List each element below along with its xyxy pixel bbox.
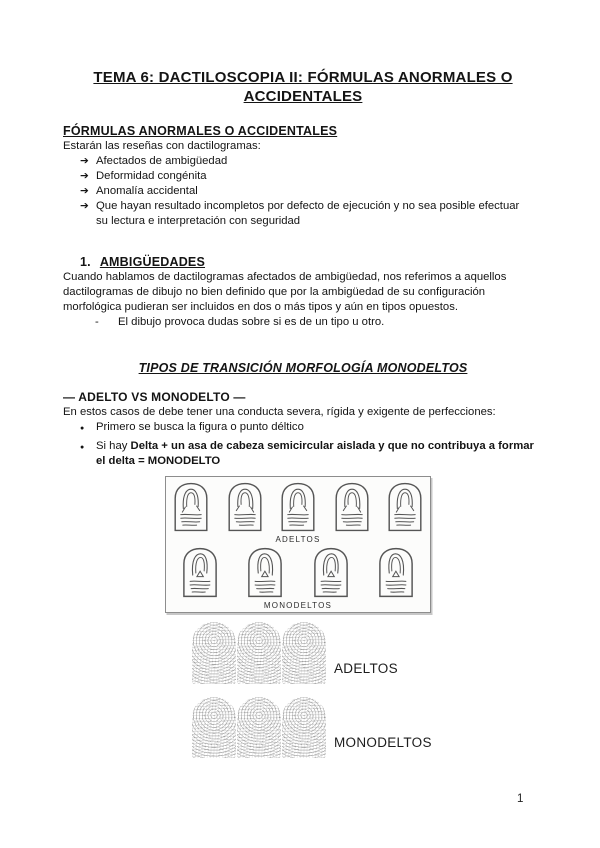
fingerprint-image xyxy=(237,697,281,758)
arrow-bullet-icon: ➔ xyxy=(80,200,89,212)
monodelto-fingerprint-diagram xyxy=(311,546,351,599)
transicion-heading: TIPOS DE TRANSICIÓN MORFOLOGÍA MONODELTOS xyxy=(138,361,468,375)
fingerprint-row-label: MONODELTOS xyxy=(334,735,432,750)
bullet-normal-text: Si hay xyxy=(96,440,131,452)
list-item xyxy=(63,154,543,169)
monodeltos-fingerprint-figure xyxy=(192,697,432,758)
formulas-list xyxy=(63,154,543,229)
monodelto-fingerprint-diagram xyxy=(376,546,416,599)
fingerprint-image xyxy=(282,697,326,758)
dash-bullet-icon: - xyxy=(95,316,99,328)
section-formulas-anormales xyxy=(63,124,543,229)
dot-bullet-icon: ● xyxy=(80,444,85,451)
list-item-text: Anomalía accidental xyxy=(96,185,198,197)
ambiguedades-paragraph: Cuando hablamos de dactilogramas afectados de ambigüedad, nos referimos a aquellos dactilogramas de dibujo no bien definido que por la ambigüedad de su configuración morfológica pudieran ser incluidos en dos o más tipos y aún en tipos opuestos. xyxy=(63,271,507,313)
adelto-fingerprint-diagram xyxy=(172,481,210,533)
dash-list-item xyxy=(63,315,543,330)
fingerprint-row-label: ADELTOS xyxy=(334,661,398,676)
page-title: TEMA 6: DACTILOSCOPIA II: FÓRMULAS ANORMALES O ACCIDENTALES xyxy=(93,69,513,105)
transicion-intro: En estos casos de debe tener una conducta severa, rígida y exigente de perfecciones: xyxy=(63,406,496,418)
list-item xyxy=(63,420,543,436)
dash-item-text: El dibujo provoca dudas sobre si es de un tipo u otro. xyxy=(118,316,385,328)
list-item xyxy=(63,199,543,229)
diagram-bottom-caption: MONODELTOS xyxy=(263,601,333,610)
arrow-bullet-icon: ➔ xyxy=(80,185,89,197)
list-item-text xyxy=(96,439,543,469)
heading-number: 1. xyxy=(80,255,91,269)
section-ambiguedades xyxy=(63,254,543,330)
list-item xyxy=(63,439,543,469)
adelto-fingerprint-diagram xyxy=(333,481,371,533)
section-tipos-transicion xyxy=(63,360,543,469)
fingerprint-image xyxy=(282,622,326,684)
adeltos-diagram-row xyxy=(172,481,424,533)
list-item-text: Deformidad congénita xyxy=(96,170,207,182)
list-item xyxy=(63,184,543,199)
fingerprint-image xyxy=(192,697,236,758)
adeltos-fingerprint-figure xyxy=(192,622,398,684)
adelto-fingerprint-diagram xyxy=(279,481,317,533)
monodelto-fingerprint-diagram xyxy=(180,546,220,599)
fingerprint-image xyxy=(192,622,236,684)
arrow-bullet-icon: ➔ xyxy=(80,155,89,167)
list-item-text: Afectados de ambigüedad xyxy=(96,155,228,167)
fingerprint-image xyxy=(237,622,281,684)
adelto-fingerprint-diagram xyxy=(226,481,264,533)
formulas-intro: Estarán las reseñas con dactilogramas: xyxy=(63,140,261,152)
diagram-top-caption: ADELTOS xyxy=(275,535,321,544)
list-item-text: Primero se busca la figura o punto déltico xyxy=(96,421,304,433)
list-item xyxy=(63,169,543,184)
adelto-vs-monodelto-subheading: — ADELTO VS MONODELTO — xyxy=(63,390,246,404)
ambiguedades-heading xyxy=(80,254,543,270)
monodeltos-diagram-row xyxy=(172,546,424,599)
page-number: 1 xyxy=(517,793,524,805)
arrow-bullet-icon: ➔ xyxy=(80,170,89,182)
formulas-heading: FÓRMULAS ANORMALES O ACCIDENTALES xyxy=(63,124,338,138)
heading-text: AMBIGÜEDADES xyxy=(99,255,206,269)
transicion-list xyxy=(63,420,543,469)
adelto-fingerprint-diagram xyxy=(386,481,424,533)
bullet-bold-text: Delta + un asa de cabeza semicircular aislada y que no contribuya a formar el delta = MONODELTO xyxy=(96,440,534,467)
dot-bullet-icon: ● xyxy=(80,425,85,432)
list-item-text: Que hayan resultado incompletos por defecto de ejecución y no sea posible efectuar su lectura e interpretación con seguridad xyxy=(96,200,520,227)
monodelto-fingerprint-diagram xyxy=(245,546,285,599)
adeltos-monodeltos-diagram-figure xyxy=(165,476,431,613)
